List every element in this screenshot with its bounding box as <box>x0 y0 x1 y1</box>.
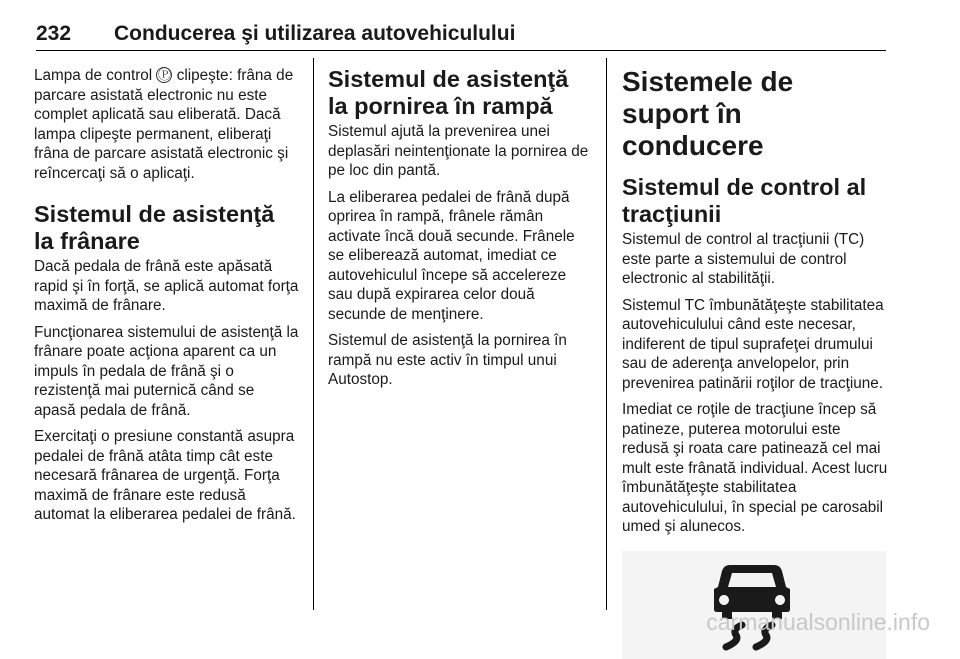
traction-control-icon <box>702 557 802 653</box>
chapter-title: Conducerea şi utilizarea autovehiculului <box>114 22 516 45</box>
parking-brake-note <box>34 66 300 183</box>
parking-brake-icon: Ⓟ <box>157 67 171 82</box>
page-header <box>36 22 886 51</box>
driving-support-heading: Sistemele de suport în conducere <box>622 66 794 161</box>
paragraph: La eliberarea pedalei de frână după oprirea în rampă, frânele rămân activate încă două secunde. Frânele se eliberează automat, imediat ce autovehiculul începe să accelereze sau după expirarea celor două secunde de menţinere. <box>328 188 575 323</box>
note-text: clipeşte: frâna de parcare asistată electronic nu este complet aplicată sau eliberată. Dacă lampa clipeşte permanent, eliberaţi frâna de parcare asistată electronic şi reîncercaţi să o aplicaţi. <box>34 67 294 182</box>
page-number: 232 <box>36 22 72 45</box>
watermark: carmanualsonline.info <box>706 609 930 635</box>
paragraph: Exercitaţi o presiune constantă asupra pedalei de frână atâta timp cât este necesară frânarea de urgenţă. Forţa maximă de frânare este redusă automat la eliberarea pedalei de frână. <box>34 428 296 523</box>
note-text: Lampa de control <box>34 67 157 84</box>
paragraph: Sistemul de asistenţă la pornirea în rampă nu este activ în timpul unui Autostop. <box>328 332 567 388</box>
column-middle <box>328 66 590 397</box>
paragraph: Dacă pedala de frână este apăsată rapid şi în forţă, se aplică automat forţa maximă de frânare. <box>34 258 299 314</box>
paragraph: Sistemul ajută la prevenirea unei deplasări neintenţionate la pornirea de pe loc din pantă. <box>328 123 589 179</box>
paragraph: Funcţionarea sistemului de asistenţă la frânare poate acţiona aparent ca un impuls în pedala de frână şi o rezistenţă mai puternică când se apasă pedala de frână. <box>34 323 299 419</box>
paragraph: Sistemul de control al tracţiunii (TC) este parte a sistemului de control electronic al stabilităţii. <box>622 231 865 287</box>
column-divider <box>606 58 607 610</box>
column-divider <box>313 58 314 610</box>
column-left <box>34 66 300 532</box>
hill-start-assist-heading: Sistemul de asistenţă la pornirea în rampă <box>328 66 569 119</box>
column-right <box>622 66 888 659</box>
brake-assist-heading: Sistemul de asistenţă la frânare <box>34 201 275 254</box>
traction-control-icon-panel <box>622 551 886 659</box>
paragraph: Imediat ce roţile de tracţiune încep să patineze, puterea motorului este redusă şi roata care patinează cel mai mult este frânată individual. Acest lucru îmbunătăţeşte stabilitatea autovehiculului, în special pe carosabil umed şi alunecos. <box>622 401 888 535</box>
traction-control-heading: Sistemul de control al tracţiunii <box>622 174 867 227</box>
paragraph: Sistemul TC îmbunătăţeşte stabilitatea autovehiculului când este necesar, indiferent de tipul suprafeţei drumului sau de aderenţa anvelopelor, prin prevenirea patinării roţilor de tracţiune. <box>622 296 884 392</box>
